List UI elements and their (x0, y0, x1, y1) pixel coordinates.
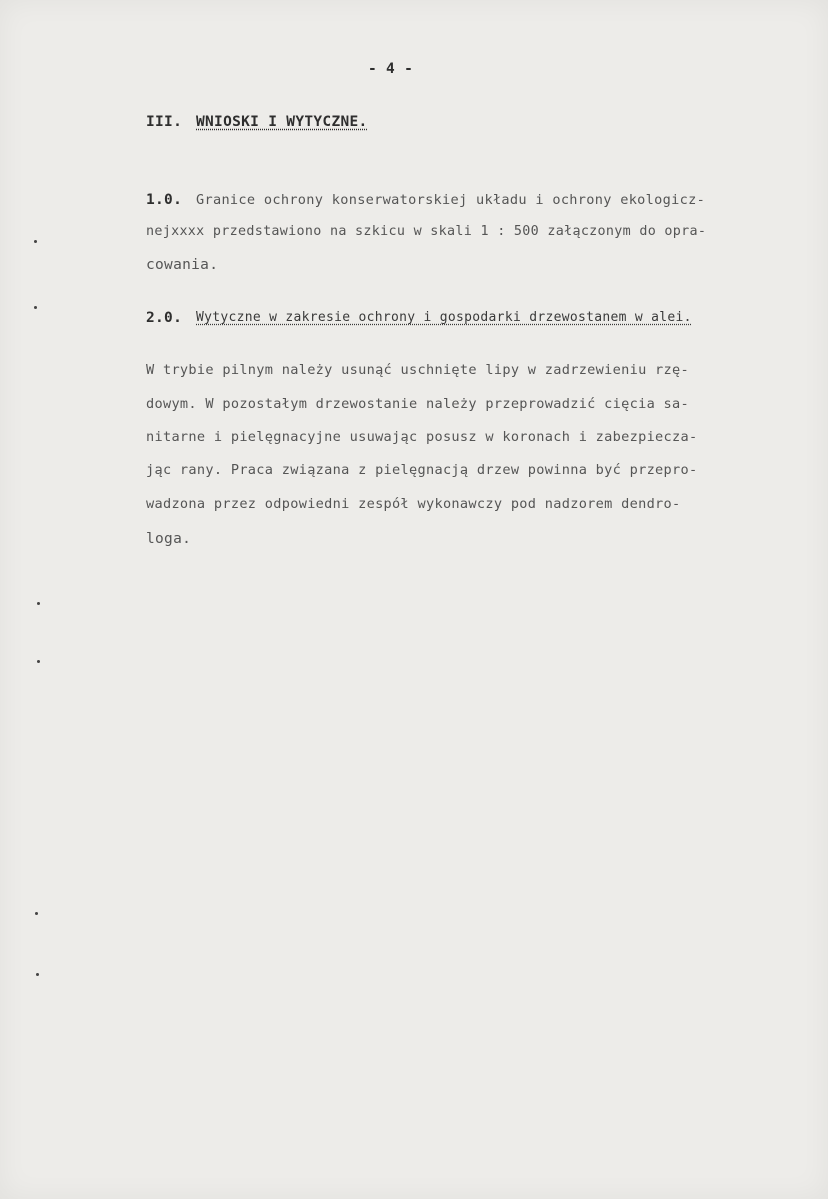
item-2-line-2: dowym. W pozostałym drzewostanie należy przeprowadzić cięcia sa- (146, 396, 689, 412)
binder-hole-mark (35, 912, 38, 915)
binder-hole-mark (34, 240, 37, 243)
page-number: - 4 - (368, 61, 414, 77)
item-2-heading: Wytyczne w zakresie ochrony i gospodarki drzewostanem w alei. (196, 310, 692, 325)
item-1-line-3: cowania. (146, 257, 219, 273)
item-1-line-2: nejxxxx przedstawiono na szkicu w skali 1 : 500 załączonym do opra- (146, 224, 707, 239)
binder-hole-mark (34, 306, 37, 309)
item-2-line-3: nitarne i pielęgnacyjne usuwając posusz w koronach i zabezpiecza- (146, 429, 698, 445)
section-title: WNIOSKI I WYTYCZNE. (196, 114, 368, 130)
item-2-line-1: W trybie pilnym należy usunąć uschnięte lipy w zadrzewieniu rzę- (146, 362, 689, 378)
item-1-number: 1.0. (146, 192, 183, 208)
item-1-line-1: Granice ochrony konserwatorskiej układu i ochrony ekologicz- (196, 192, 706, 208)
item-2-line-4: jąc rany. Praca związana z pielęgnacją drzew powinna być przepro- (146, 462, 698, 478)
item-2-number: 2.0. (146, 310, 183, 326)
section-numeral: III. (146, 114, 183, 130)
binder-hole-mark (37, 602, 40, 605)
binder-hole-mark (36, 973, 39, 976)
binder-hole-mark (37, 660, 40, 663)
item-2-line-6: loga. (146, 531, 192, 547)
item-2-line-5: wadzona przez odpowiedni zespół wykonawczy pod nadzorem dendro- (146, 496, 681, 512)
